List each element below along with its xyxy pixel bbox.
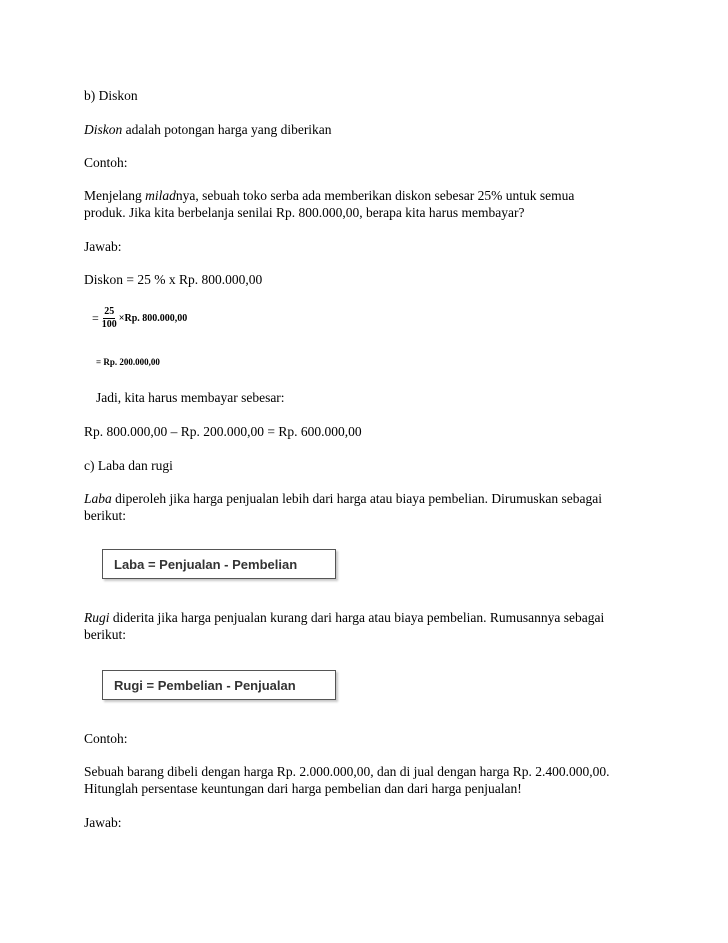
fraction-numerator: 25 — [104, 306, 115, 317]
final-calculation: Rp. 800.000,00 – Rp. 200.000,00 = Rp. 600.000,00 — [84, 424, 362, 439]
jawab-label-2: Jawab: — [84, 815, 122, 830]
laba-definition — [84, 490, 602, 507]
question-line-1-start: Menjelang — [84, 188, 146, 203]
question-line-1 — [84, 187, 574, 204]
conclusion-text: Jadi, kita harus membayar sebesar: — [96, 390, 285, 405]
laba-term: Laba — [84, 491, 112, 506]
milad-term: milad — [145, 188, 176, 203]
diskon-definition — [84, 121, 332, 138]
laba-definition-cont: berikut: — [84, 508, 126, 523]
fraction-formula — [92, 306, 187, 331]
rugi-definition-text: diderita jika harga penjualan kurang dari harga atau biaya pembelian. Rumusannya sebagai — [109, 610, 605, 625]
rugi-formula-box: Rugi = Pembelian - Penjualan — [102, 670, 336, 700]
fraction-denominator: 100 — [101, 319, 117, 330]
example-line-1: Sebuah barang dibeli dengan harga Rp. 2.000.000,00, dan di jual dengan harga Rp. 2.400.000,00. — [84, 764, 610, 779]
discount-calculation: Diskon = 25 % x Rp. 800.000,00 — [84, 272, 263, 287]
section-heading-laba-rugi: c) Laba dan rugi — [84, 458, 173, 473]
example-line-2: Hitunglah persentase keuntungan dari harga pembelian dan dari harga penjualan! — [84, 781, 522, 796]
fraction-equals: = — [92, 311, 99, 325]
laba-definition-text: diperoleh jika harga penjualan lebih dari harga atau biaya pembelian. Dirumuskan sebagai — [111, 491, 602, 506]
diskon-definition-text: adalah potongan harga yang diberikan — [122, 122, 332, 137]
rugi-definition-cont: berikut: — [84, 627, 126, 642]
rugi-definition — [84, 609, 604, 626]
question-line-1-end: nya, sebuah toko serba ada memberikan diskon sebesar 25% untuk semua — [175, 188, 575, 203]
contoh-label-2: Contoh: — [84, 731, 128, 746]
laba-formula-box: Laba = Penjualan - Pembelian — [102, 549, 336, 579]
diskon-term: Diskon — [84, 122, 123, 137]
jawab-label-1: Jawab: — [84, 239, 122, 254]
discount-result: = Rp. 200.000,00 — [96, 357, 160, 367]
contoh-label-1: Contoh: — [84, 155, 128, 170]
section-heading-diskon: b) Diskon — [84, 88, 138, 103]
question-line-2: produk. Jika kita berbelanja senilai Rp. 800.000,00, berapa kita harus membayar? — [84, 205, 525, 220]
fraction — [102, 306, 117, 331]
fraction-multiplier: ×Rp. 800.000,00 — [118, 313, 188, 324]
rugi-term: Rugi — [84, 610, 110, 625]
